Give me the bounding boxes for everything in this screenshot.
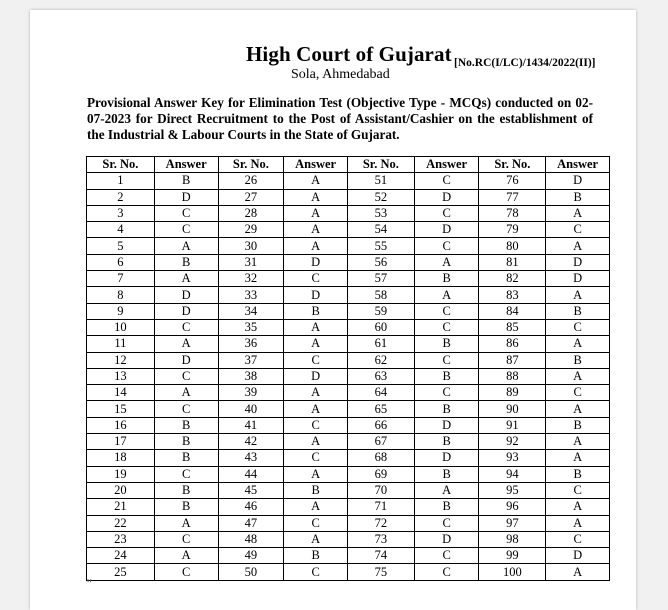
serial-number-cell: 89: [479, 385, 546, 401]
serial-number-cell: 21: [87, 499, 155, 515]
answer-cell: C: [154, 531, 218, 547]
table-row: [87, 352, 610, 368]
serial-number-cell: 40: [218, 401, 284, 417]
answer-cell: C: [414, 385, 479, 401]
answer-cell: A: [546, 368, 610, 384]
serial-number-cell: 57: [347, 271, 414, 287]
answer-cell: D: [154, 303, 218, 319]
serial-number-cell: 31: [218, 254, 284, 270]
serial-number-cell: 79: [479, 222, 546, 238]
serial-number-cell: 24: [87, 548, 155, 564]
serial-number-cell: 95: [479, 482, 546, 498]
answer-cell: C: [154, 222, 218, 238]
answer-cell: A: [284, 319, 348, 335]
serial-number-cell: 10: [87, 319, 155, 335]
answer-cell: A: [546, 434, 610, 450]
answer-cell: A: [414, 254, 479, 270]
answer-cell: D: [546, 271, 610, 287]
table-row: [87, 450, 610, 466]
serial-number-cell: 81: [479, 254, 546, 270]
serial-number-cell: 51: [347, 173, 414, 189]
answer-cell: C: [414, 238, 479, 254]
answer-cell: D: [414, 450, 479, 466]
reference-number: [No.RC(I/LC)/1434/2022(II)]: [454, 57, 596, 69]
answer-cell: A: [284, 466, 348, 482]
serial-number-cell: 74: [347, 548, 414, 564]
table-row: [87, 531, 610, 547]
answer-cell: B: [414, 271, 479, 287]
table-row: [87, 222, 610, 238]
serial-number-cell: 18: [87, 450, 155, 466]
table-row: [87, 515, 610, 531]
serial-number-cell: 98: [479, 531, 546, 547]
document-page: [30, 10, 636, 610]
serial-number-cell: 12: [87, 352, 155, 368]
serial-number-cell: 6: [87, 254, 155, 270]
serial-number-cell: 83: [479, 287, 546, 303]
serial-number-cell: 93: [479, 450, 546, 466]
serial-number-cell: 92: [479, 434, 546, 450]
serial-number-cell: 29: [218, 222, 284, 238]
answer-cell: C: [546, 222, 610, 238]
serial-number-cell: 28: [218, 205, 284, 221]
answer-cell: C: [154, 564, 218, 580]
answer-cell: A: [284, 531, 348, 547]
serial-number-cell: 43: [218, 450, 284, 466]
answer-cell: A: [546, 401, 610, 417]
serial-number-cell: 72: [347, 515, 414, 531]
serial-number-cell: 85: [479, 319, 546, 335]
column-header: Answer: [284, 157, 348, 173]
table-row: [87, 434, 610, 450]
serial-number-cell: 7: [87, 271, 155, 287]
answer-cell: D: [546, 173, 610, 189]
serial-number-cell: 66: [347, 417, 414, 433]
answer-cell: C: [414, 173, 479, 189]
answer-cell: B: [284, 548, 348, 564]
answer-cell: C: [546, 385, 610, 401]
answer-cell: B: [154, 434, 218, 450]
serial-number-cell: 50: [218, 564, 284, 580]
court-location: Sola, Ahmedabad: [291, 67, 390, 82]
serial-number-cell: 76: [479, 173, 546, 189]
answer-cell: D: [284, 287, 348, 303]
table-row: [87, 238, 610, 254]
answer-cell: B: [546, 189, 610, 205]
serial-number-cell: 13: [87, 368, 155, 384]
table-row: [87, 368, 610, 384]
serial-number-cell: 38: [218, 368, 284, 384]
answer-cell: C: [546, 482, 610, 498]
serial-number-cell: 67: [347, 434, 414, 450]
answer-cell: B: [154, 450, 218, 466]
serial-number-cell: 68: [347, 450, 414, 466]
table-row: [87, 482, 610, 498]
answer-cell: A: [284, 499, 348, 515]
serial-number-cell: 58: [347, 287, 414, 303]
serial-number-cell: 22: [87, 515, 155, 531]
column-header: Sr. No.: [347, 157, 414, 173]
serial-number-cell: 37: [218, 352, 284, 368]
serial-number-cell: 32: [218, 271, 284, 287]
table-row: [87, 401, 610, 417]
serial-number-cell: 4: [87, 222, 155, 238]
column-header: Sr. No.: [87, 157, 155, 173]
serial-number-cell: 47: [218, 515, 284, 531]
answer-cell: A: [414, 482, 479, 498]
serial-number-cell: 61: [347, 336, 414, 352]
serial-number-cell: 39: [218, 385, 284, 401]
answer-key-body: [87, 173, 610, 580]
table-row: [87, 499, 610, 515]
serial-number-cell: 41: [218, 417, 284, 433]
answer-cell: C: [414, 352, 479, 368]
serial-number-cell: 14: [87, 385, 155, 401]
column-header: Answer: [154, 157, 218, 173]
table-header-row: [87, 157, 610, 173]
answer-cell: C: [414, 319, 479, 335]
answer-cell: D: [154, 352, 218, 368]
serial-number-cell: 52: [347, 189, 414, 205]
answer-cell: D: [414, 417, 479, 433]
answer-cell: A: [546, 238, 610, 254]
answer-cell: B: [414, 401, 479, 417]
answer-cell: A: [154, 238, 218, 254]
answer-cell: C: [414, 515, 479, 531]
serial-number-cell: 94: [479, 466, 546, 482]
answer-cell: B: [546, 466, 610, 482]
answer-cell: B: [414, 368, 479, 384]
serial-number-cell: 63: [347, 368, 414, 384]
answer-cell: D: [284, 254, 348, 270]
table-row: [87, 385, 610, 401]
serial-number-cell: 9: [87, 303, 155, 319]
serial-number-cell: 87: [479, 352, 546, 368]
serial-number-cell: 91: [479, 417, 546, 433]
answer-cell: C: [154, 466, 218, 482]
serial-number-cell: 64: [347, 385, 414, 401]
serial-number-cell: 26: [218, 173, 284, 189]
answer-cell: C: [414, 564, 479, 580]
answer-cell: B: [414, 434, 479, 450]
answer-cell: B: [284, 482, 348, 498]
table-row: [87, 564, 610, 580]
serial-number-cell: 16: [87, 417, 155, 433]
answer-cell: D: [154, 287, 218, 303]
answer-cell: D: [284, 368, 348, 384]
serial-number-cell: 73: [347, 531, 414, 547]
answer-cell: D: [154, 189, 218, 205]
answer-cell: C: [154, 368, 218, 384]
table-row: [87, 336, 610, 352]
serial-number-cell: 86: [479, 336, 546, 352]
serial-number-cell: 88: [479, 368, 546, 384]
answer-cell: B: [546, 417, 610, 433]
serial-number-cell: 56: [347, 254, 414, 270]
serial-number-cell: 44: [218, 466, 284, 482]
column-header: Sr. No.: [218, 157, 284, 173]
answer-cell: A: [414, 287, 479, 303]
serial-number-cell: 78: [479, 205, 546, 221]
serial-number-cell: 70: [347, 482, 414, 498]
answer-cell: B: [154, 173, 218, 189]
answer-cell: B: [414, 336, 479, 352]
answer-cell: B: [414, 466, 479, 482]
answer-cell: A: [546, 205, 610, 221]
answer-cell: B: [284, 303, 348, 319]
table-row: [87, 303, 610, 319]
serial-number-cell: 53: [347, 205, 414, 221]
answer-key-heading: Provisional Answer Key for Elimination Test (Objective Type - MCQs) conducted on 02-07-2023 for Direct Recruitment to the Post of Assistant/Cashier on the establishment of the Industrial & Labour Courts in the State of Gujarat.: [87, 95, 593, 142]
serial-number-cell: 97: [479, 515, 546, 531]
serial-number-cell: 34: [218, 303, 284, 319]
answer-cell: D: [414, 222, 479, 238]
serial-number-cell: 71: [347, 499, 414, 515]
serial-number-cell: 11: [87, 336, 155, 352]
serial-number-cell: 54: [347, 222, 414, 238]
table-row: [87, 189, 610, 205]
serial-number-cell: 62: [347, 352, 414, 368]
serial-number-cell: 96: [479, 499, 546, 515]
answer-cell: C: [546, 319, 610, 335]
table-row: [87, 205, 610, 221]
answer-cell: A: [546, 564, 610, 580]
table-row: [87, 254, 610, 270]
answer-cell: C: [284, 271, 348, 287]
answer-cell: A: [546, 515, 610, 531]
serial-number-cell: 60: [347, 319, 414, 335]
serial-number-cell: 65: [347, 401, 414, 417]
serial-number-cell: 42: [218, 434, 284, 450]
serial-number-cell: 30: [218, 238, 284, 254]
serial-number-cell: 5: [87, 238, 155, 254]
serial-number-cell: 49: [218, 548, 284, 564]
serial-number-cell: 15: [87, 401, 155, 417]
table-row: [87, 417, 610, 433]
answer-cell: A: [284, 205, 348, 221]
serial-number-cell: 20: [87, 482, 155, 498]
answer-cell: A: [154, 548, 218, 564]
serial-number-cell: 69: [347, 466, 414, 482]
serial-number-cell: 75: [347, 564, 414, 580]
answer-cell: C: [284, 515, 348, 531]
answer-cell: A: [546, 336, 610, 352]
answer-cell: C: [154, 319, 218, 335]
serial-number-cell: 45: [218, 482, 284, 498]
table-row: [87, 173, 610, 189]
answer-cell: D: [414, 531, 479, 547]
answer-cell: A: [546, 499, 610, 515]
answer-key-table: [86, 156, 610, 581]
answer-cell: C: [284, 352, 348, 368]
answer-cell: C: [546, 531, 610, 547]
table-row: [87, 466, 610, 482]
answer-cell: A: [284, 434, 348, 450]
page-footer-mark: ": [86, 576, 93, 590]
answer-cell: A: [546, 287, 610, 303]
column-header: Sr. No.: [479, 157, 546, 173]
serial-number-cell: 35: [218, 319, 284, 335]
answer-cell: B: [546, 303, 610, 319]
answer-cell: A: [284, 173, 348, 189]
answer-cell: C: [154, 401, 218, 417]
serial-number-cell: 2: [87, 189, 155, 205]
serial-number-cell: 80: [479, 238, 546, 254]
serial-number-cell: 23: [87, 531, 155, 547]
serial-number-cell: 59: [347, 303, 414, 319]
answer-cell: A: [284, 336, 348, 352]
answer-cell: B: [154, 499, 218, 515]
answer-cell: B: [154, 254, 218, 270]
answer-cell: D: [546, 254, 610, 270]
answer-cell: A: [284, 385, 348, 401]
answer-cell: A: [284, 238, 348, 254]
serial-number-cell: 99: [479, 548, 546, 564]
answer-cell: C: [154, 205, 218, 221]
serial-number-cell: 27: [218, 189, 284, 205]
answer-cell: B: [154, 417, 218, 433]
answer-cell: B: [546, 352, 610, 368]
serial-number-cell: 46: [218, 499, 284, 515]
answer-cell: C: [414, 303, 479, 319]
serial-number-cell: 36: [218, 336, 284, 352]
answer-cell: B: [414, 499, 479, 515]
answer-cell: D: [546, 548, 610, 564]
serial-number-cell: 3: [87, 205, 155, 221]
answer-cell: A: [154, 385, 218, 401]
answer-cell: D: [414, 189, 479, 205]
answer-cell: A: [154, 515, 218, 531]
court-title: High Court of Gujarat: [246, 42, 452, 66]
table-row: [87, 287, 610, 303]
serial-number-cell: 82: [479, 271, 546, 287]
answer-cell: A: [154, 336, 218, 352]
answer-cell: C: [284, 417, 348, 433]
serial-number-cell: 33: [218, 287, 284, 303]
serial-number-cell: 90: [479, 401, 546, 417]
table-row: [87, 319, 610, 335]
serial-number-cell: 1: [87, 173, 155, 189]
serial-number-cell: 84: [479, 303, 546, 319]
serial-number-cell: 55: [347, 238, 414, 254]
table-row: [87, 548, 610, 564]
answer-cell: C: [284, 564, 348, 580]
answer-cell: A: [546, 450, 610, 466]
column-header: Answer: [546, 157, 610, 173]
serial-number-cell: 77: [479, 189, 546, 205]
answer-cell: C: [284, 450, 348, 466]
answer-cell: B: [154, 482, 218, 498]
serial-number-cell: 8: [87, 287, 155, 303]
answer-cell: A: [284, 401, 348, 417]
column-header: Answer: [414, 157, 479, 173]
serial-number-cell: 25: [87, 564, 155, 580]
answer-cell: A: [154, 271, 218, 287]
serial-number-cell: 100: [479, 564, 546, 580]
answer-cell: C: [414, 548, 479, 564]
table-row: [87, 271, 610, 287]
serial-number-cell: 19: [87, 466, 155, 482]
answer-cell: A: [284, 222, 348, 238]
answer-cell: A: [284, 189, 348, 205]
serial-number-cell: 48: [218, 531, 284, 547]
serial-number-cell: 17: [87, 434, 155, 450]
answer-cell: C: [414, 205, 479, 221]
